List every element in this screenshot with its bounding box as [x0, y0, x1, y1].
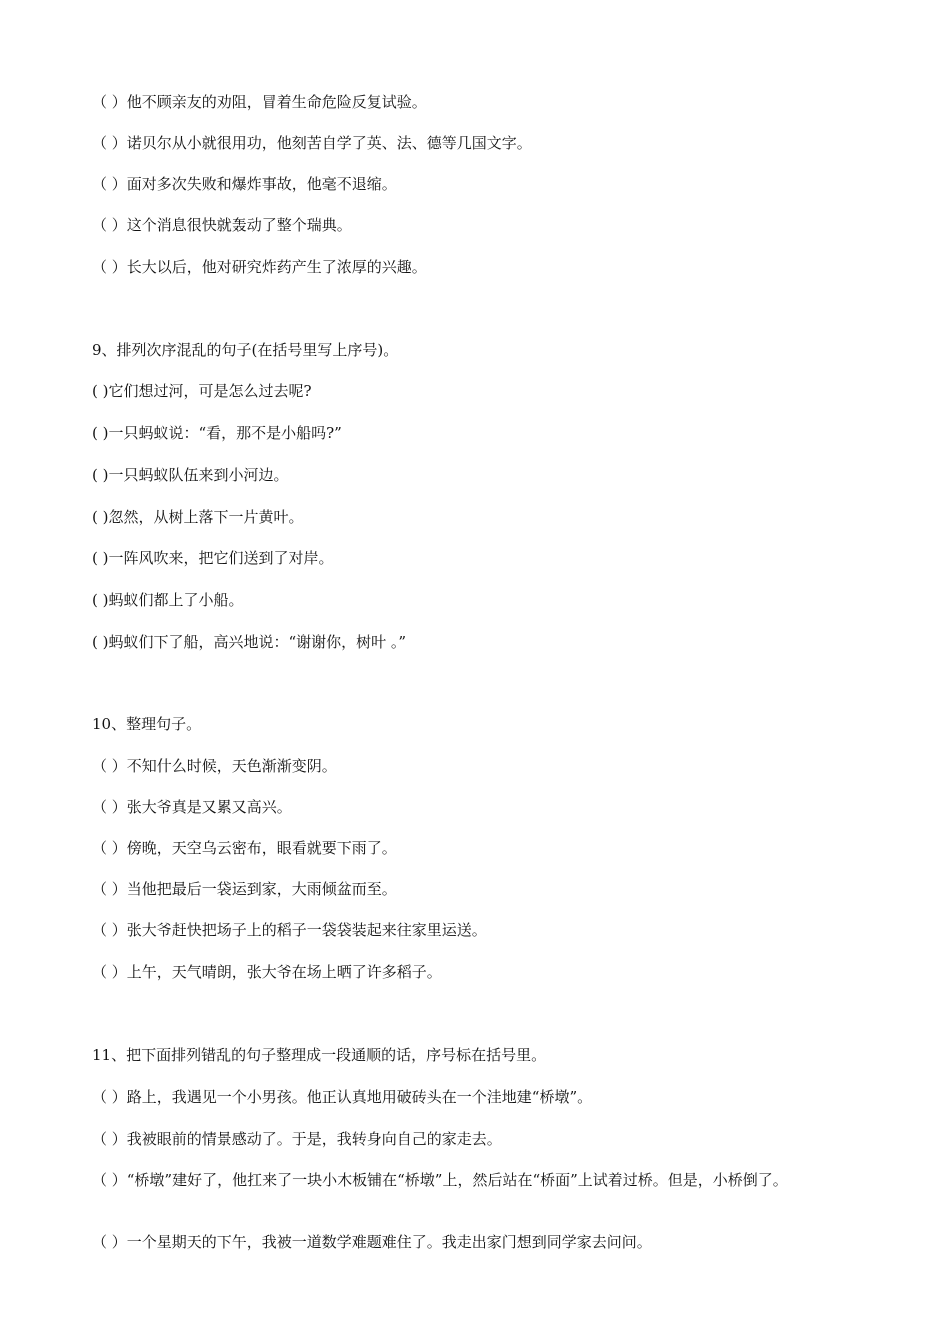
section-9-item-2: ( )一只蚂蚁说：“看，那不是小船吗?” — [92, 424, 342, 442]
section-10-item-1: （ ）不知什么时候，天色渐渐变阴。 — [92, 757, 337, 775]
section-11-item-3: （ ）“桥墩”建好了，他扛来了一块小木板铺在“桥墩”上，然后站在“桥面”上试着过桥。但是，小桥倒了。 — [92, 1171, 788, 1189]
section-11-item-2: （ ）我被眼前的情景感动了。于是，我转身向自己的家走去。 — [92, 1130, 502, 1148]
section-9-item-7: ( )蚂蚁们下了船，高兴地说：“谢谢你，树叶 。” — [92, 633, 407, 651]
section-10-item-4: （ ）当他把最后一袋运到家，大雨倾盆而至。 — [92, 880, 397, 898]
section-10-item-6: （ ）上午，天气晴朗，张大爷在场上晒了许多稻子。 — [92, 963, 442, 981]
section-11-title: 11、把下面排列错乱的句子整理成一段通顺的话，序号标在括号里。 — [92, 1046, 547, 1064]
intro-item-1: （ ）他不顾亲友的劝阻，冒着生命危险反复试验。 — [92, 93, 427, 111]
section-11-item-4: （ ）一个星期天的下午，我被一道数学难题难住了。我走出家门想到同学家去问问。 — [92, 1233, 652, 1251]
section-9-item-3: ( )一只蚂蚁队伍来到小河边。 — [92, 466, 289, 484]
intro-item-2: （ ）诺贝尔从小就很用功，他刻苦自学了英、法、德等几国文字。 — [92, 134, 532, 152]
intro-item-5: （ ）长大以后，他对研究炸药产生了浓厚的兴趣。 — [92, 258, 427, 276]
intro-item-3: （ ）面对多次失败和爆炸事故，他毫不退缩。 — [92, 175, 397, 193]
section-10-item-3: （ ）傍晚，天空乌云密布，眼看就要下雨了。 — [92, 839, 397, 857]
section-9-item-6: ( )蚂蚁们都上了小船。 — [92, 591, 244, 609]
section-11-item-1: （ ）路上，我遇见一个小男孩。他正认真地用破砖头在一个洼地建“桥墩”。 — [92, 1088, 593, 1106]
intro-item-4: （ ）这个消息很快就轰动了整个瑞典。 — [92, 216, 352, 234]
section-10-title: 10、整理句子。 — [92, 715, 202, 733]
section-9-title: 9、排列次序混乱的句子(在括号里写上序号)。 — [92, 341, 399, 359]
section-9-item-1: ( )它们想过河，可是怎么过去呢? — [92, 382, 312, 400]
section-10-item-5: （ ）张大爷赶快把场子上的稻子一袋袋装起来往家里运送。 — [92, 921, 487, 939]
section-10-item-2: （ ）张大爷真是又累又高兴。 — [92, 798, 292, 816]
section-9-item-4: ( )忽然，从树上落下一片黄叶。 — [92, 508, 304, 526]
section-9-item-5: ( )一阵风吹来，把它们送到了对岸。 — [92, 549, 334, 567]
